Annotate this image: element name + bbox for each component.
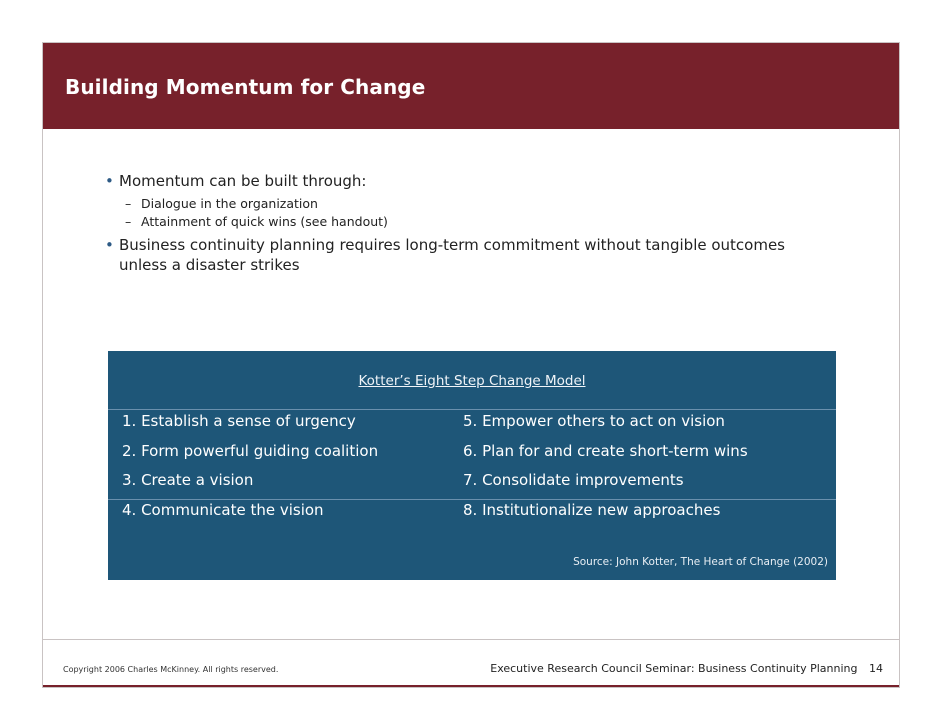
footer-divider (43, 639, 899, 640)
table-divider (108, 499, 836, 500)
bullet-item-continued (101, 255, 841, 275)
kotter-step: 5. Empower others to act on vision (463, 412, 725, 430)
sub-bullet-text: Attainment of quick wins (see handout) (141, 214, 388, 229)
bullet-item (101, 235, 841, 255)
footer-rule (43, 685, 899, 687)
kotter-step: 2. Form powerful guiding coalition (122, 442, 379, 460)
kotter-step: 8. Institutionalize new approaches (463, 501, 721, 519)
slide-title: Building Momentum for Change (65, 75, 426, 99)
kotter-step: 3. Create a vision (122, 471, 254, 489)
dash-icon: – (125, 196, 132, 211)
bullet-list (101, 171, 841, 275)
bullet-text: Momentum can be built through: (119, 172, 367, 190)
kotter-source: Source: John Kotter, The Heart of Change (2002) (573, 556, 828, 568)
sub-bullet-text: Dialogue in the organization (141, 196, 318, 211)
page-number: 14 (869, 662, 883, 675)
bullet-item (101, 171, 841, 191)
sub-bullet-item (101, 195, 841, 213)
kotter-step: 4. Communicate the vision (122, 501, 324, 519)
slide (42, 42, 900, 688)
copyright-text: Copyright 2006 Charles McKinney. All rights reserved. (63, 665, 279, 674)
kotter-step: 7. Consolidate improvements (463, 471, 684, 489)
kotter-step: 1. Establish a sense of urgency (122, 412, 356, 430)
bullet-text: Business continuity planning requires long-term commitment without tangible outcomes (119, 236, 785, 254)
seminar-title: Executive Research Council Seminar: Business Continuity Planning (490, 662, 858, 675)
bullet-text: unless a disaster strikes (119, 256, 300, 274)
bullet-dot-icon: • (105, 236, 114, 254)
dash-icon: – (125, 214, 132, 229)
kotter-step: 6. Plan for and create short-term wins (463, 442, 748, 460)
table-divider (108, 409, 836, 410)
footer-info (490, 662, 883, 675)
kotter-model-table (108, 351, 836, 580)
kotter-title: Kotter’s Eight Step Change Model (358, 373, 586, 389)
title-bar (43, 43, 899, 129)
bullet-dot-icon: • (105, 172, 114, 190)
sub-bullet-item (101, 213, 841, 231)
